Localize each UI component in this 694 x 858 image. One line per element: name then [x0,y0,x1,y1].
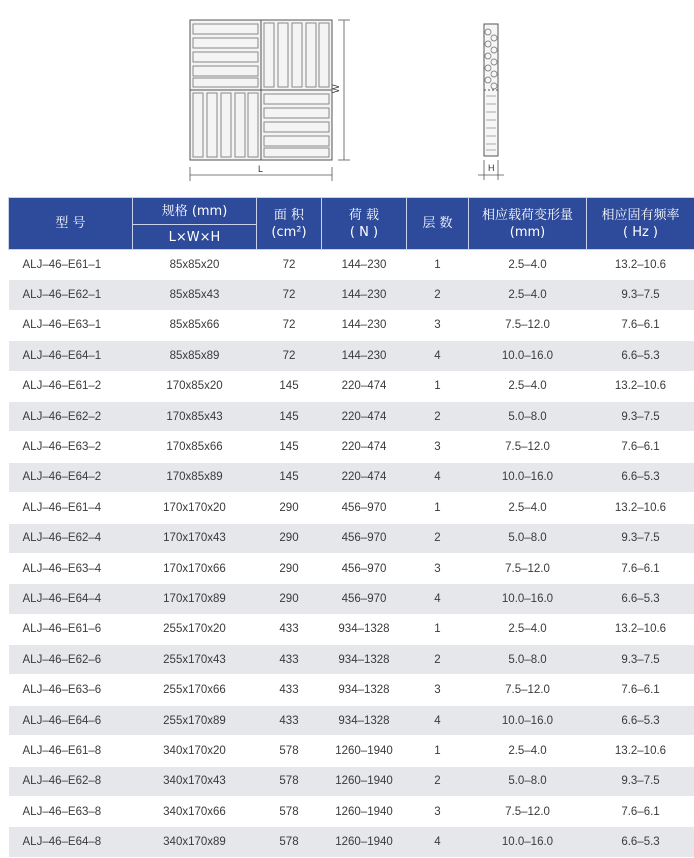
frequency-cell: 6.6–5.3 [587,705,694,735]
header-load-line1: 荷 载 [322,207,406,224]
layers-cell: 1 [407,371,469,401]
spec-cell: 85x85x89 [133,341,257,371]
frequency-cell: 13.2–10.6 [587,614,694,644]
table-row [9,401,694,431]
layers-cell: 2 [407,523,469,553]
area-cell: 578 [257,827,322,857]
table-row [9,736,694,766]
load-cell: 456–970 [322,523,407,553]
layers-cell: 3 [407,432,469,462]
spec-cell: 340x170x66 [133,797,257,827]
model-cell: ALJ–46–E61–6 [9,614,133,644]
table-row [9,371,694,401]
deformation-cell: 2.5–4.0 [469,493,587,523]
deformation-cell: 10.0–16.0 [469,341,587,371]
model-cell: ALJ–46–E62–2 [9,401,133,431]
deformation-cell: 2.5–4.0 [469,371,587,401]
frequency-cell: 9.3–7.5 [587,645,694,675]
spec-cell: 170x85x66 [133,432,257,462]
load-cell: 1260–1940 [322,736,407,766]
model-cell: ALJ–46–E64–2 [9,462,133,492]
frequency-cell: 6.6–5.3 [587,584,694,614]
table-row [9,250,694,280]
frequency-cell: 9.3–7.5 [587,280,694,310]
load-cell: 144–230 [322,310,407,340]
spec-cell: 340x170x43 [133,766,257,796]
model-cell: ALJ–46–E62–6 [9,645,133,675]
model-cell: ALJ–46–E63–4 [9,553,133,583]
header-spec: 规格 (mm) [133,198,257,225]
load-cell: 220–474 [322,371,407,401]
table-row [9,493,694,523]
frequency-cell: 7.6–6.1 [587,797,694,827]
spec-cell: 340x170x20 [133,736,257,766]
header-area-line1: 面 积 [257,207,321,224]
deformation-cell: 2.5–4.0 [469,736,587,766]
layers-cell: 3 [407,310,469,340]
frequency-cell: 13.2–10.6 [587,371,694,401]
table-row [9,766,694,796]
layers-cell: 4 [407,341,469,371]
area-cell: 290 [257,553,322,583]
pad-top-view [190,20,332,160]
model-cell: ALJ–46–E63–2 [9,432,133,462]
table-row [9,675,694,705]
layers-cell: 2 [407,645,469,675]
load-cell: 1260–1940 [322,797,407,827]
frequency-cell: 13.2–10.6 [587,493,694,523]
deformation-cell: 5.0–8.0 [469,401,587,431]
model-cell: ALJ–46–E62–4 [9,523,133,553]
header-model: 型 号 [9,198,133,250]
area-cell: 72 [257,310,322,340]
load-cell: 934–1328 [322,645,407,675]
frequency-cell: 13.2–10.6 [587,736,694,766]
table-row [9,645,694,675]
area-cell: 290 [257,493,322,523]
deformation-cell: 5.0–8.0 [469,523,587,553]
spec-cell: 85x85x43 [133,280,257,310]
spec-cell: 255x170x20 [133,614,257,644]
frequency-cell: 6.6–5.3 [587,462,694,492]
area-cell: 72 [257,250,322,280]
table-row [9,553,694,583]
header-area-line2: (cm²) [257,224,321,241]
table-row [9,584,694,614]
layers-cell: 3 [407,553,469,583]
header-deformation [469,198,587,250]
header-frequency-line2: ( Hz ) [587,224,694,241]
spec-cell: 170x85x43 [133,401,257,431]
load-cell: 144–230 [322,250,407,280]
area-cell: 578 [257,797,322,827]
model-cell: ALJ–46–E63–8 [9,797,133,827]
layers-cell: 2 [407,401,469,431]
model-cell: ALJ–46–E64–6 [9,705,133,735]
header-area [257,198,322,250]
model-cell: ALJ–46–E64–1 [9,341,133,371]
header-spec-sub: L×W×H [133,225,257,250]
load-cell: 220–474 [322,462,407,492]
frequency-cell: 7.6–6.1 [587,553,694,583]
load-cell: 934–1328 [322,705,407,735]
area-cell: 290 [257,523,322,553]
technical-drawing [0,0,694,196]
table-row [9,523,694,553]
deformation-cell: 10.0–16.0 [469,827,587,857]
model-cell: ALJ–46–E61–8 [9,736,133,766]
load-cell: 934–1328 [322,614,407,644]
layers-cell: 4 [407,462,469,492]
area-cell: 145 [257,371,322,401]
deformation-cell: 5.0–8.0 [469,766,587,796]
load-cell: 934–1328 [322,675,407,705]
header-load [322,198,407,250]
table-header [9,198,694,250]
spec-cell: 170x170x66 [133,553,257,583]
table-row [9,827,694,857]
area-cell: 433 [257,614,322,644]
model-cell: ALJ–46–E62–8 [9,766,133,796]
load-cell: 456–970 [322,553,407,583]
area-cell: 433 [257,645,322,675]
layers-cell: 3 [407,675,469,705]
frequency-cell: 6.6–5.3 [587,341,694,371]
area-cell: 578 [257,766,322,796]
layers-cell: 2 [407,766,469,796]
load-cell: 456–970 [322,493,407,523]
length-dimension [190,164,332,181]
model-cell: ALJ–46–E62–1 [9,280,133,310]
deformation-cell: 7.5–12.0 [469,553,587,583]
label-w: W [331,84,341,93]
height-dimension [478,160,504,180]
header-deformation-line2: (mm) [469,224,586,241]
spec-cell: 85x85x20 [133,250,257,280]
deformation-cell: 5.0–8.0 [469,645,587,675]
layers-cell: 1 [407,493,469,523]
deformation-cell: 7.5–12.0 [469,797,587,827]
deformation-cell: 10.0–16.0 [469,705,587,735]
table-row [9,462,694,492]
area-cell: 72 [257,341,322,371]
spec-table [8,197,694,858]
area-cell: 433 [257,675,322,705]
load-cell: 1260–1940 [322,827,407,857]
layers-cell: 1 [407,614,469,644]
frequency-cell: 6.6–5.3 [587,827,694,857]
table-row [9,310,694,340]
model-cell: ALJ–46–E61–4 [9,493,133,523]
load-cell: 456–970 [322,584,407,614]
spec-cell: 170x170x89 [133,584,257,614]
width-dimension [331,20,350,160]
deformation-cell: 2.5–4.0 [469,280,587,310]
model-cell: ALJ–46–E64–4 [9,584,133,614]
spec-cell: 85x85x66 [133,310,257,340]
area-cell: 145 [257,462,322,492]
label-h: H [488,163,495,173]
model-cell: ALJ–46–E64–8 [9,827,133,857]
layers-cell: 4 [407,827,469,857]
spec-cell: 255x170x43 [133,645,257,675]
layers-cell: 4 [407,705,469,735]
deformation-cell: 2.5–4.0 [469,250,587,280]
frequency-cell: 7.6–6.1 [587,675,694,705]
spec-cell: 170x170x43 [133,523,257,553]
spec-cell: 340x170x89 [133,827,257,857]
spec-cell: 255x170x89 [133,705,257,735]
header-frequency [587,198,694,250]
layers-cell: 1 [407,250,469,280]
load-cell: 144–230 [322,280,407,310]
deformation-cell: 10.0–16.0 [469,584,587,614]
layers-cell: 2 [407,280,469,310]
model-cell: ALJ–46–E61–2 [9,371,133,401]
header-layers: 层 数 [407,198,469,250]
frequency-cell: 9.3–7.5 [587,766,694,796]
layers-cell: 3 [407,797,469,827]
header-load-line2: ( N ) [322,224,406,241]
frequency-cell: 9.3–7.5 [587,401,694,431]
load-cell: 220–474 [322,432,407,462]
model-cell: ALJ–46–E63–6 [9,675,133,705]
pad-drawing-svg [0,0,694,196]
deformation-cell: 7.5–12.0 [469,310,587,340]
area-cell: 433 [257,705,322,735]
deformation-cell: 2.5–4.0 [469,614,587,644]
pad-side-view [484,24,498,156]
area-cell: 290 [257,584,322,614]
spec-cell: 170x170x20 [133,493,257,523]
deformation-cell: 10.0–16.0 [469,462,587,492]
model-cell: ALJ–46–E63–1 [9,310,133,340]
table-row [9,797,694,827]
load-cell: 220–474 [322,401,407,431]
frequency-cell: 7.6–6.1 [587,432,694,462]
deformation-cell: 7.5–12.0 [469,675,587,705]
header-frequency-line1: 相应固有频率 [587,207,694,224]
spec-cell: 255x170x66 [133,675,257,705]
spec-cell: 170x85x20 [133,371,257,401]
header-deformation-line1: 相应载荷变形量 [469,207,586,224]
frequency-cell: 13.2–10.6 [587,250,694,280]
area-cell: 145 [257,401,322,431]
area-cell: 578 [257,736,322,766]
frequency-cell: 7.6–6.1 [587,310,694,340]
table-row [9,341,694,371]
table-row [9,432,694,462]
table-body [9,250,694,858]
model-cell: ALJ–46–E61–1 [9,250,133,280]
load-cell: 1260–1940 [322,766,407,796]
layers-cell: 1 [407,736,469,766]
deformation-cell: 7.5–12.0 [469,432,587,462]
spec-cell: 170x85x89 [133,462,257,492]
frequency-cell: 9.3–7.5 [587,523,694,553]
load-cell: 144–230 [322,341,407,371]
layers-cell: 4 [407,584,469,614]
label-l: L [258,164,263,174]
table-row [9,614,694,644]
area-cell: 72 [257,280,322,310]
table-row [9,280,694,310]
area-cell: 145 [257,432,322,462]
table-row [9,705,694,735]
